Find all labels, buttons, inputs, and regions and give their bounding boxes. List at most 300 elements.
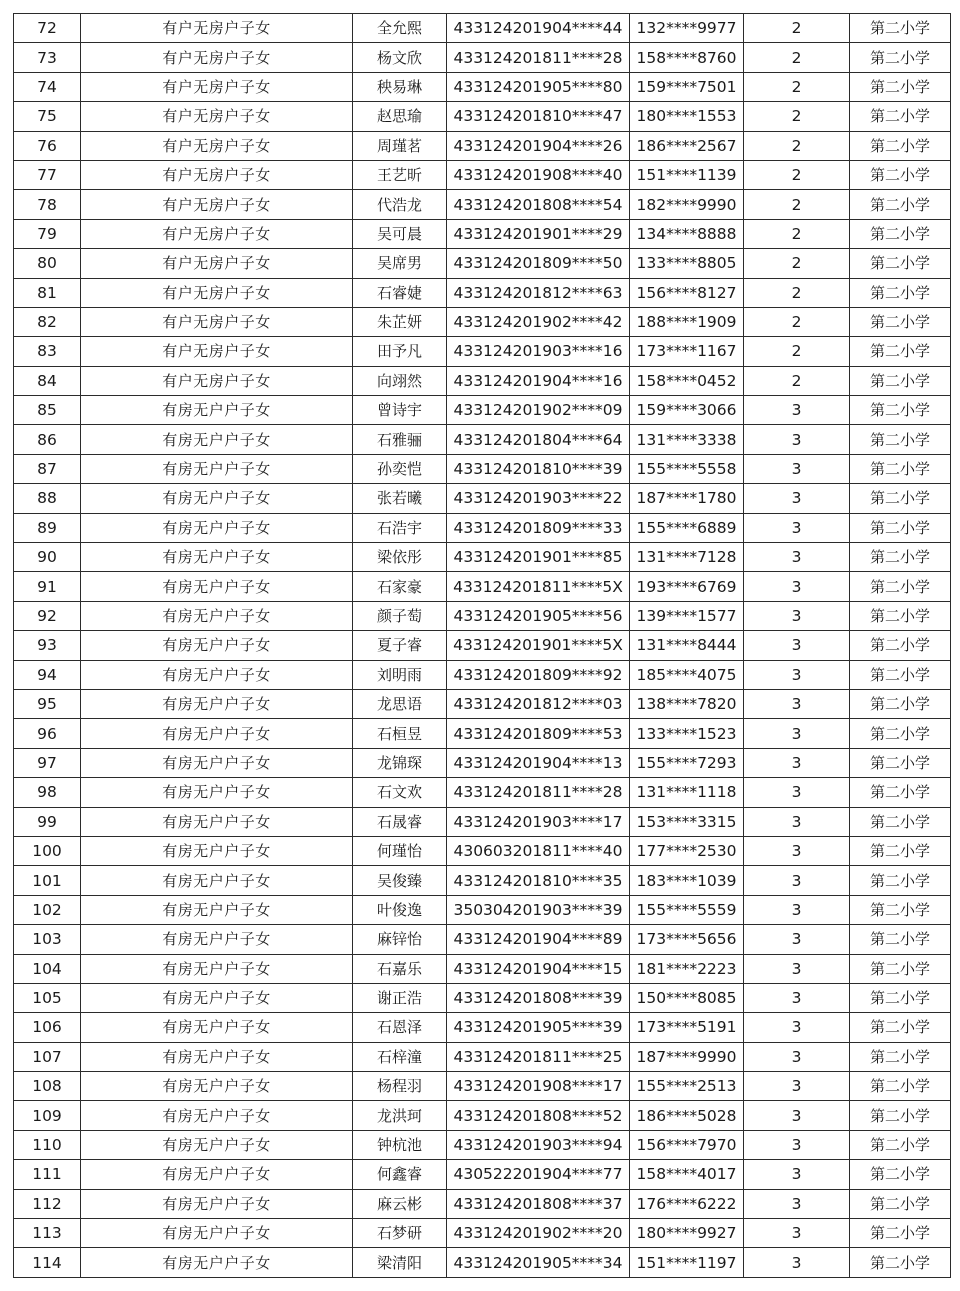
name-cell: 吴席男: [353, 249, 447, 278]
table-row: [14, 43, 951, 72]
table-row: [14, 1248, 951, 1277]
name-cell: 石家豪: [353, 572, 447, 601]
phone-cell: 173****1167: [630, 337, 744, 366]
phone-cell: 155****5559: [630, 895, 744, 924]
category-cell: 有户无房户子女: [81, 131, 353, 160]
id-number-cell: 433124201903****22: [447, 484, 630, 513]
category-cell: 有房无户户子女: [81, 925, 353, 954]
table-row: [14, 1189, 951, 1218]
school-cell: 第二小学: [850, 983, 951, 1012]
id-number-cell: 430603201811****40: [447, 836, 630, 865]
school-cell: 第二小学: [850, 748, 951, 777]
school-cell: 第二小学: [850, 572, 951, 601]
school-cell: 第二小学: [850, 778, 951, 807]
name-cell: 麻锌怡: [353, 925, 447, 954]
name-cell: 杨文欣: [353, 43, 447, 72]
category-cell: 有房无户户子女: [81, 1160, 353, 1189]
table-row: [14, 102, 951, 131]
phone-cell: 188****1909: [630, 307, 744, 336]
level-cell: 3: [744, 1130, 850, 1159]
name-cell: 向翊然: [353, 366, 447, 395]
name-cell: 石桓昱: [353, 719, 447, 748]
phone-cell: 156****8127: [630, 278, 744, 307]
level-cell: 3: [744, 1160, 850, 1189]
category-cell: 有房无户户子女: [81, 1189, 353, 1218]
phone-cell: 155****2513: [630, 1072, 744, 1101]
id-number-cell: 433124201810****35: [447, 866, 630, 895]
phone-cell: 150****8085: [630, 983, 744, 1012]
table-row: [14, 807, 951, 836]
school-cell: 第二小学: [850, 484, 951, 513]
id-number-cell: 433124201904****26: [447, 131, 630, 160]
row-number-cell: 88: [14, 484, 81, 513]
id-number-cell: 433124201904****16: [447, 366, 630, 395]
table-row: [14, 719, 951, 748]
phone-cell: 180****1553: [630, 102, 744, 131]
row-number-cell: 86: [14, 425, 81, 454]
table-row: [14, 307, 951, 336]
row-number-cell: 94: [14, 660, 81, 689]
row-number-cell: 91: [14, 572, 81, 601]
category-cell: 有房无户户子女: [81, 836, 353, 865]
name-cell: 全允熙: [353, 14, 447, 43]
phone-cell: 131****1118: [630, 778, 744, 807]
phone-cell: 134****8888: [630, 219, 744, 248]
name-cell: 孙奕恺: [353, 454, 447, 483]
school-cell: 第二小学: [850, 366, 951, 395]
table-row: [14, 337, 951, 366]
name-cell: 石梦研: [353, 1219, 447, 1248]
table-row: [14, 484, 951, 513]
table-row: [14, 219, 951, 248]
id-number-cell: 433124201904****13: [447, 748, 630, 777]
id-number-cell: 433124201902****20: [447, 1219, 630, 1248]
name-cell: 夏子睿: [353, 631, 447, 660]
id-number-cell: 433124201811****25: [447, 1042, 630, 1071]
level-cell: 3: [744, 895, 850, 924]
name-cell: 朱芷妍: [353, 307, 447, 336]
id-number-cell: 433124201905****39: [447, 1013, 630, 1042]
school-cell: 第二小学: [850, 719, 951, 748]
category-cell: 有户无房户子女: [81, 219, 353, 248]
row-number-cell: 79: [14, 219, 81, 248]
category-cell: 有房无户户子女: [81, 601, 353, 630]
row-number-cell: 109: [14, 1101, 81, 1130]
table-body: [14, 14, 951, 1278]
id-number-cell: 430522201904****77: [447, 1160, 630, 1189]
level-cell: 3: [744, 1219, 850, 1248]
name-cell: 代浩龙: [353, 190, 447, 219]
school-cell: 第二小学: [850, 131, 951, 160]
school-cell: 第二小学: [850, 278, 951, 307]
school-cell: 第二小学: [850, 925, 951, 954]
category-cell: 有户无房户子女: [81, 249, 353, 278]
school-cell: 第二小学: [850, 1042, 951, 1071]
category-cell: 有房无户户子女: [81, 954, 353, 983]
phone-cell: 153****3315: [630, 807, 744, 836]
category-cell: 有房无户户子女: [81, 1042, 353, 1071]
id-number-cell: 433124201809****50: [447, 249, 630, 278]
phone-cell: 183****1039: [630, 866, 744, 895]
school-cell: 第二小学: [850, 43, 951, 72]
row-number-cell: 106: [14, 1013, 81, 1042]
school-cell: 第二小学: [850, 1160, 951, 1189]
row-number-cell: 105: [14, 983, 81, 1012]
category-cell: 有房无户户子女: [81, 543, 353, 572]
id-number-cell: 433124201901****5X: [447, 631, 630, 660]
phone-cell: 131****3338: [630, 425, 744, 454]
level-cell: 2: [744, 337, 850, 366]
id-number-cell: 433124201901****29: [447, 219, 630, 248]
table-row: [14, 631, 951, 660]
level-cell: 3: [744, 543, 850, 572]
name-cell: 石嘉乐: [353, 954, 447, 983]
id-number-cell: 433124201908****40: [447, 160, 630, 189]
row-number-cell: 77: [14, 160, 81, 189]
category-cell: 有房无户户子女: [81, 807, 353, 836]
school-cell: 第二小学: [850, 954, 951, 983]
phone-cell: 151****1197: [630, 1248, 744, 1277]
row-number-cell: 100: [14, 836, 81, 865]
row-number-cell: 97: [14, 748, 81, 777]
school-cell: 第二小学: [850, 307, 951, 336]
category-cell: 有户无房户子女: [81, 43, 353, 72]
school-cell: 第二小学: [850, 601, 951, 630]
level-cell: 3: [744, 601, 850, 630]
level-cell: 2: [744, 72, 850, 101]
level-cell: 2: [744, 366, 850, 395]
level-cell: 2: [744, 160, 850, 189]
name-cell: 何瑾怡: [353, 836, 447, 865]
row-number-cell: 111: [14, 1160, 81, 1189]
name-cell: 梁清阳: [353, 1248, 447, 1277]
name-cell: 龙洪珂: [353, 1101, 447, 1130]
table-row: [14, 925, 951, 954]
table-row: [14, 1042, 951, 1071]
school-cell: 第二小学: [850, 190, 951, 219]
level-cell: 3: [744, 660, 850, 689]
school-cell: 第二小学: [850, 1072, 951, 1101]
row-number-cell: 84: [14, 366, 81, 395]
phone-cell: 155****5558: [630, 454, 744, 483]
row-number-cell: 82: [14, 307, 81, 336]
name-cell: 田予凡: [353, 337, 447, 366]
name-cell: 石睿婕: [353, 278, 447, 307]
id-number-cell: 433124201808****54: [447, 190, 630, 219]
category-cell: 有户无房户子女: [81, 14, 353, 43]
phone-cell: 158****0452: [630, 366, 744, 395]
school-cell: 第二小学: [850, 337, 951, 366]
name-cell: 石文欢: [353, 778, 447, 807]
id-number-cell: 433124201904****44: [447, 14, 630, 43]
name-cell: 颜子萄: [353, 601, 447, 630]
phone-cell: 133****8805: [630, 249, 744, 278]
name-cell: 叶俊逸: [353, 895, 447, 924]
table-row: [14, 278, 951, 307]
level-cell: 3: [744, 513, 850, 542]
id-number-cell: 433124201811****28: [447, 778, 630, 807]
category-cell: 有户无房户子女: [81, 190, 353, 219]
table-row: [14, 1072, 951, 1101]
level-cell: 2: [744, 14, 850, 43]
phone-cell: 159****7501: [630, 72, 744, 101]
name-cell: 赵思瑜: [353, 102, 447, 131]
table-row: [14, 1160, 951, 1189]
id-number-cell: 433124201904****15: [447, 954, 630, 983]
level-cell: 3: [744, 396, 850, 425]
table-row: [14, 454, 951, 483]
category-cell: 有户无房户子女: [81, 307, 353, 336]
level-cell: 3: [744, 836, 850, 865]
category-cell: 有房无户户子女: [81, 895, 353, 924]
level-cell: 3: [744, 689, 850, 718]
school-cell: 第二小学: [850, 160, 951, 189]
id-number-cell: 433124201809****53: [447, 719, 630, 748]
school-cell: 第二小学: [850, 425, 951, 454]
enrollment-table: [13, 13, 951, 1278]
category-cell: 有房无户户子女: [81, 513, 353, 542]
id-number-cell: 433124201902****42: [447, 307, 630, 336]
level-cell: 3: [744, 1042, 850, 1071]
phone-cell: 156****7970: [630, 1130, 744, 1159]
level-cell: 2: [744, 307, 850, 336]
level-cell: 3: [744, 778, 850, 807]
row-number-cell: 110: [14, 1130, 81, 1159]
table-row: [14, 513, 951, 542]
name-cell: 谢正浩: [353, 983, 447, 1012]
name-cell: 吴俊臻: [353, 866, 447, 895]
phone-cell: 158****8760: [630, 43, 744, 72]
school-cell: 第二小学: [850, 1219, 951, 1248]
level-cell: 3: [744, 484, 850, 513]
name-cell: 杨程羽: [353, 1072, 447, 1101]
id-number-cell: 433124201908****17: [447, 1072, 630, 1101]
phone-cell: 159****3066: [630, 396, 744, 425]
id-number-cell: 433124201809****33: [447, 513, 630, 542]
level-cell: 3: [744, 954, 850, 983]
id-number-cell: 350304201903****39: [447, 895, 630, 924]
school-cell: 第二小学: [850, 1248, 951, 1277]
name-cell: 石晟睿: [353, 807, 447, 836]
school-cell: 第二小学: [850, 1130, 951, 1159]
category-cell: 有房无户户子女: [81, 660, 353, 689]
row-number-cell: 89: [14, 513, 81, 542]
phone-cell: 133****1523: [630, 719, 744, 748]
name-cell: 石雅骊: [353, 425, 447, 454]
table-row: [14, 1013, 951, 1042]
row-number-cell: 80: [14, 249, 81, 278]
id-number-cell: 433124201804****64: [447, 425, 630, 454]
id-number-cell: 433124201812****63: [447, 278, 630, 307]
phone-cell: 131****8444: [630, 631, 744, 660]
id-number-cell: 433124201811****5X: [447, 572, 630, 601]
row-number-cell: 107: [14, 1042, 81, 1071]
level-cell: 2: [744, 219, 850, 248]
phone-cell: 176****6222: [630, 1189, 744, 1218]
name-cell: 刘明雨: [353, 660, 447, 689]
category-cell: 有房无户户子女: [81, 484, 353, 513]
row-number-cell: 76: [14, 131, 81, 160]
row-number-cell: 90: [14, 543, 81, 572]
category-cell: 有房无户户子女: [81, 748, 353, 777]
row-number-cell: 75: [14, 102, 81, 131]
school-cell: 第二小学: [850, 807, 951, 836]
category-cell: 有房无户户子女: [81, 1072, 353, 1101]
name-cell: 秧易琳: [353, 72, 447, 101]
category-cell: 有房无户户子女: [81, 425, 353, 454]
category-cell: 有房无户户子女: [81, 1013, 353, 1042]
phone-cell: 138****7820: [630, 689, 744, 718]
table-row: [14, 601, 951, 630]
category-cell: 有房无户户子女: [81, 866, 353, 895]
school-cell: 第二小学: [850, 102, 951, 131]
row-number-cell: 95: [14, 689, 81, 718]
row-number-cell: 73: [14, 43, 81, 72]
id-number-cell: 433124201808****39: [447, 983, 630, 1012]
id-number-cell: 433124201811****28: [447, 43, 630, 72]
phone-cell: 177****2530: [630, 836, 744, 865]
level-cell: 3: [744, 425, 850, 454]
level-cell: 2: [744, 190, 850, 219]
level-cell: 3: [744, 1101, 850, 1130]
phone-cell: 180****9927: [630, 1219, 744, 1248]
row-number-cell: 99: [14, 807, 81, 836]
phone-cell: 173****5656: [630, 925, 744, 954]
phone-cell: 187****9990: [630, 1042, 744, 1071]
table-row: [14, 660, 951, 689]
phone-cell: 155****7293: [630, 748, 744, 777]
school-cell: 第二小学: [850, 72, 951, 101]
category-cell: 有房无户户子女: [81, 1130, 353, 1159]
category-cell: 有户无房户子女: [81, 72, 353, 101]
table-row: [14, 543, 951, 572]
table-row: [14, 836, 951, 865]
school-cell: 第二小学: [850, 14, 951, 43]
name-cell: 王艺昕: [353, 160, 447, 189]
row-number-cell: 72: [14, 14, 81, 43]
school-cell: 第二小学: [850, 836, 951, 865]
phone-cell: 155****6889: [630, 513, 744, 542]
phone-cell: 187****1780: [630, 484, 744, 513]
table-row: [14, 14, 951, 43]
level-cell: 2: [744, 278, 850, 307]
phone-cell: 186****5028: [630, 1101, 744, 1130]
row-number-cell: 98: [14, 778, 81, 807]
level-cell: 3: [744, 866, 850, 895]
table-row: [14, 1130, 951, 1159]
school-cell: 第二小学: [850, 895, 951, 924]
table-row: [14, 748, 951, 777]
id-number-cell: 433124201903****94: [447, 1130, 630, 1159]
row-number-cell: 96: [14, 719, 81, 748]
name-cell: 周瑾茗: [353, 131, 447, 160]
table-row: [14, 1219, 951, 1248]
school-cell: 第二小学: [850, 513, 951, 542]
school-cell: 第二小学: [850, 1101, 951, 1130]
level-cell: 3: [744, 1072, 850, 1101]
name-cell: 张若曦: [353, 484, 447, 513]
category-cell: 有房无户户子女: [81, 983, 353, 1012]
level-cell: 3: [744, 983, 850, 1012]
level-cell: 3: [744, 719, 850, 748]
name-cell: 麻云彬: [353, 1189, 447, 1218]
table-row: [14, 131, 951, 160]
table-row: [14, 396, 951, 425]
school-cell: 第二小学: [850, 219, 951, 248]
phone-cell: 151****1139: [630, 160, 744, 189]
level-cell: 2: [744, 43, 850, 72]
category-cell: 有房无户户子女: [81, 454, 353, 483]
category-cell: 有房无户户子女: [81, 572, 353, 601]
table-row: [14, 160, 951, 189]
category-cell: 有房无户户子女: [81, 719, 353, 748]
name-cell: 石梓潼: [353, 1042, 447, 1071]
id-number-cell: 433124201810****47: [447, 102, 630, 131]
table-row: [14, 366, 951, 395]
name-cell: 曾诗宇: [353, 396, 447, 425]
category-cell: 有户无房户子女: [81, 366, 353, 395]
level-cell: 3: [744, 748, 850, 777]
school-cell: 第二小学: [850, 1013, 951, 1042]
table-row: [14, 954, 951, 983]
table-row: [14, 249, 951, 278]
category-cell: 有房无户户子女: [81, 778, 353, 807]
name-cell: 钟杭池: [353, 1130, 447, 1159]
level-cell: 3: [744, 1248, 850, 1277]
table-row: [14, 425, 951, 454]
row-number-cell: 113: [14, 1219, 81, 1248]
school-cell: 第二小学: [850, 454, 951, 483]
id-number-cell: 433124201905****80: [447, 72, 630, 101]
school-cell: 第二小学: [850, 631, 951, 660]
name-cell: 吴可晨: [353, 219, 447, 248]
table-row: [14, 689, 951, 718]
phone-cell: 186****2567: [630, 131, 744, 160]
level-cell: 3: [744, 807, 850, 836]
level-cell: 3: [744, 1189, 850, 1218]
row-number-cell: 112: [14, 1189, 81, 1218]
row-number-cell: 85: [14, 396, 81, 425]
row-number-cell: 81: [14, 278, 81, 307]
level-cell: 2: [744, 249, 850, 278]
table-row: [14, 572, 951, 601]
name-cell: 梁依彤: [353, 543, 447, 572]
phone-cell: 193****6769: [630, 572, 744, 601]
category-cell: 有户无房户子女: [81, 337, 353, 366]
level-cell: 3: [744, 572, 850, 601]
row-number-cell: 83: [14, 337, 81, 366]
table-row: [14, 778, 951, 807]
school-cell: 第二小学: [850, 543, 951, 572]
level-cell: 2: [744, 102, 850, 131]
row-number-cell: 78: [14, 190, 81, 219]
row-number-cell: 93: [14, 631, 81, 660]
row-number-cell: 74: [14, 72, 81, 101]
id-number-cell: 433124201903****16: [447, 337, 630, 366]
school-cell: 第二小学: [850, 249, 951, 278]
phone-cell: 181****2223: [630, 954, 744, 983]
id-number-cell: 433124201809****92: [447, 660, 630, 689]
category-cell: 有户无房户子女: [81, 278, 353, 307]
phone-cell: 158****4017: [630, 1160, 744, 1189]
name-cell: 龙锦琛: [353, 748, 447, 777]
table-row: [14, 866, 951, 895]
id-number-cell: 433124201905****56: [447, 601, 630, 630]
name-cell: 石恩泽: [353, 1013, 447, 1042]
name-cell: 龙思语: [353, 689, 447, 718]
school-cell: 第二小学: [850, 866, 951, 895]
phone-cell: 139****1577: [630, 601, 744, 630]
